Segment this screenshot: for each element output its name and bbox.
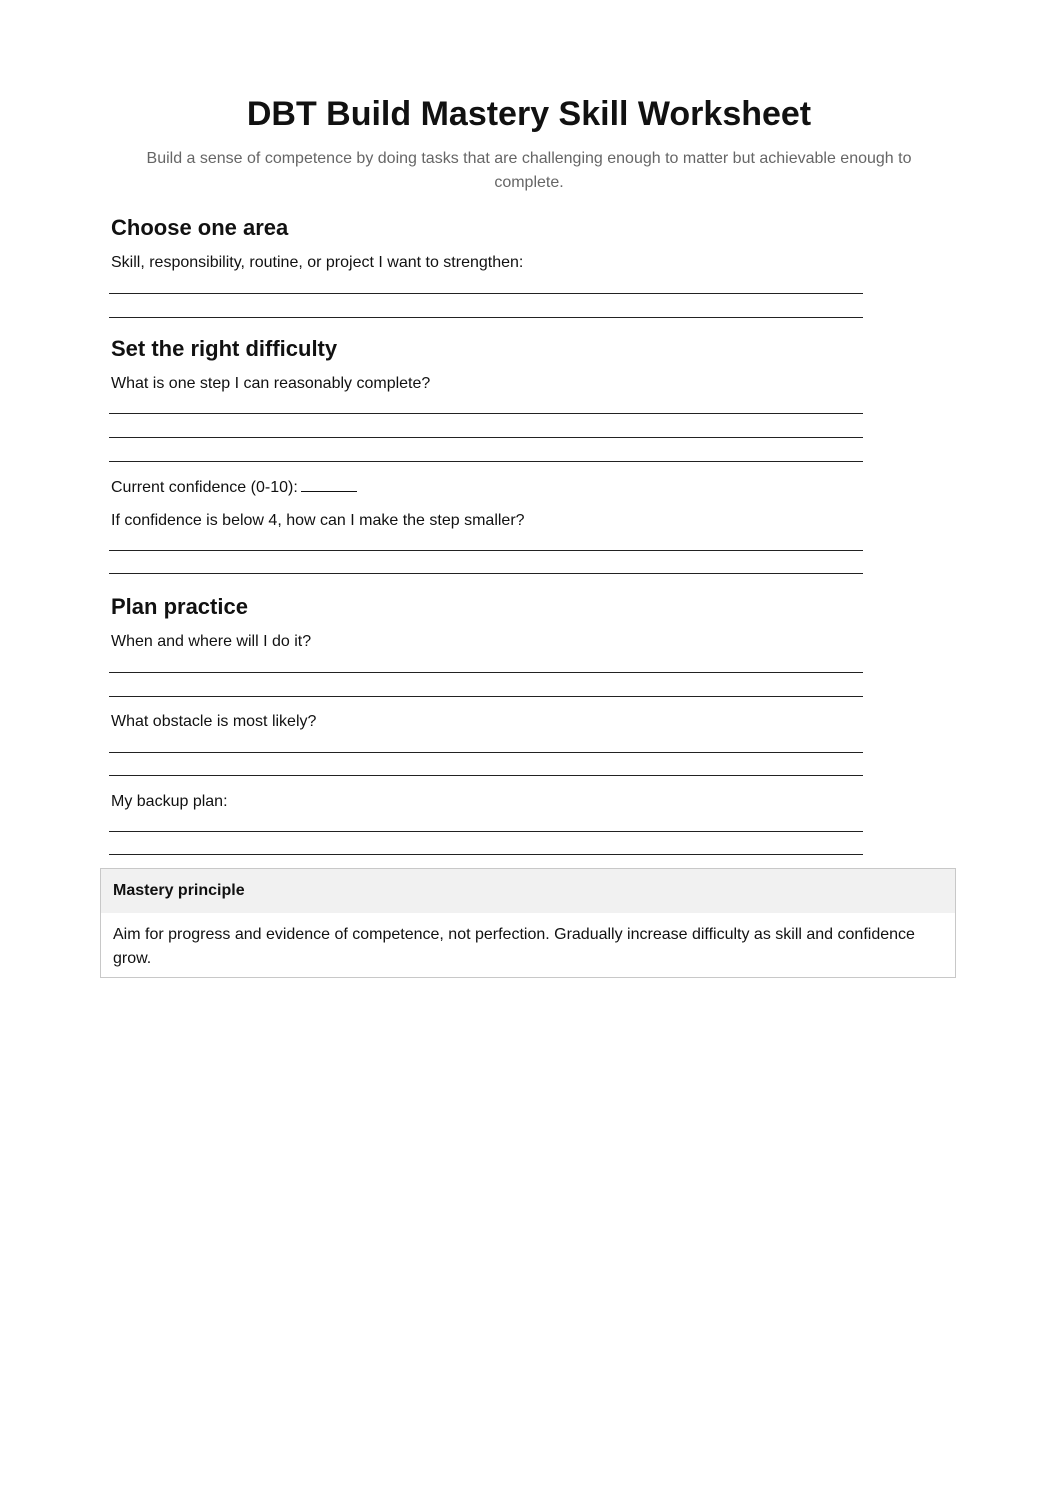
section-heading-choose-area: Choose one area [111, 215, 289, 240]
answer-line-when-1[interactable] [109, 672, 863, 673]
answer-line-obstacle-2[interactable] [109, 775, 863, 776]
mastery-principle-box [100, 868, 956, 978]
prompt-confidence: Current confidence (0-10): [111, 479, 298, 496]
answer-line-area-2[interactable] [109, 317, 863, 318]
answer-line-backup-1[interactable] [109, 831, 863, 832]
callout-heading: Mastery principle [101, 869, 955, 913]
section-heading-plan: Plan practice [111, 594, 248, 619]
answer-line-area-1[interactable] [109, 293, 863, 294]
prompt-when-where: When and where will I do it? [111, 633, 312, 650]
answer-line-step-2[interactable] [109, 437, 863, 438]
answer-line-when-2[interactable] [109, 696, 863, 697]
confidence-blank[interactable] [301, 476, 357, 492]
prompt-backup-plan: My backup plan: [111, 793, 228, 810]
prompt-smaller-step: If confidence is below 4, how can I make the step smaller? [111, 512, 525, 529]
answer-line-step-3[interactable] [109, 461, 863, 462]
page-subtitle: Build a sense of competence by doing tasks that are challenging enough to matter but achievable enough to complete. [146, 150, 912, 191]
page-title: DBT Build Mastery Skill Worksheet [246, 95, 812, 133]
answer-line-step-1[interactable] [109, 413, 863, 414]
callout-body: Aim for progress and evidence of competence, not perfection. Gradually increase difficulty as skill and confidence grow. [113, 926, 915, 967]
answer-line-backup-2[interactable] [109, 854, 863, 855]
confidence-row [111, 476, 357, 499]
prompt-step: What is one step I can reasonably complete? [111, 375, 431, 392]
section-heading-difficulty: Set the right difficulty [111, 336, 338, 361]
prompt-area: Skill, responsibility, routine, or project I want to strengthen: [111, 254, 524, 271]
answer-line-smaller-1[interactable] [109, 550, 863, 551]
prompt-obstacle: What obstacle is most likely? [111, 713, 317, 730]
answer-line-obstacle-1[interactable] [109, 752, 863, 753]
answer-line-smaller-2[interactable] [109, 573, 863, 574]
